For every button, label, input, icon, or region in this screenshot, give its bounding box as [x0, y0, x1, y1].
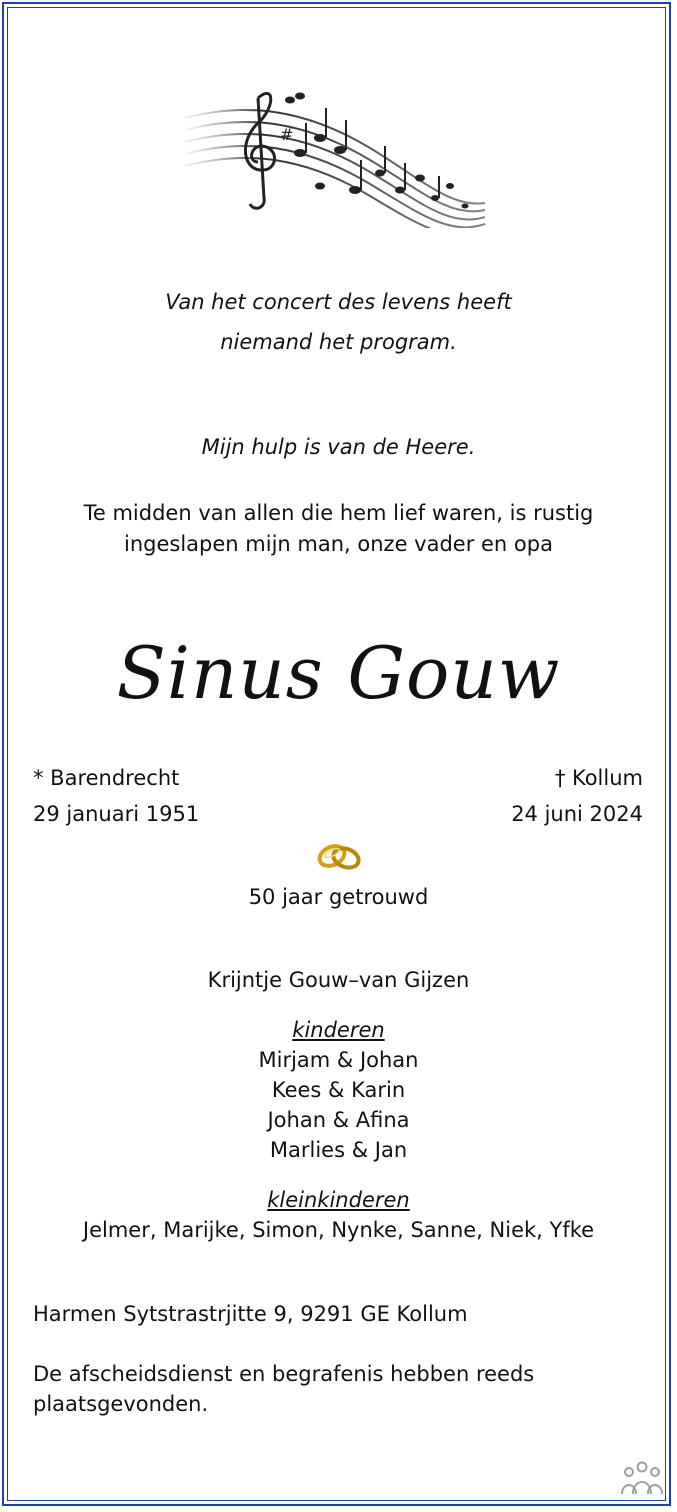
- wedding-rings-icon: [313, 838, 365, 874]
- svg-text:#: #: [280, 125, 294, 144]
- intro-line-2: ingeslapen mijn man, onze vader en opa: [124, 532, 553, 556]
- death-place: † Kollum: [554, 766, 643, 790]
- people-logo-icon: [617, 1458, 667, 1498]
- spouse-name: Krijntje Gouw–van Gijzen: [207, 968, 470, 992]
- music-staff-icon: [180, 78, 490, 228]
- address: Harmen Sytstrastrjitte 9, 9291 GE Kollum: [33, 1302, 468, 1326]
- child-3: Johan & Afina: [267, 1108, 410, 1132]
- grandchildren-names: Jelmer, Marijke, Simon, Nynke, Sanne, Niek, Yfke: [82, 1218, 595, 1242]
- verse-line-1: Van het concert des levens heeft: [165, 290, 512, 314]
- child-2: Kees & Karin: [271, 1078, 406, 1102]
- faith-line: Mijn hulp is van de Heere.: [201, 435, 476, 459]
- intro-line-1: Te midden van allen die hem lief waren, is rustig: [83, 501, 594, 525]
- closing-line-2: plaatsgevonden.: [33, 1392, 209, 1416]
- grandchildren-heading: kleinkinderen: [267, 1188, 410, 1212]
- child-1: Mirjam & Johan: [258, 1048, 419, 1072]
- birth-place: * Barendrecht: [33, 766, 180, 790]
- married-text: 50 jaar getrouwd: [248, 885, 429, 909]
- child-4: Marlies & Jan: [269, 1138, 408, 1162]
- deceased-name: Sinus Gouw: [116, 631, 561, 715]
- birth-date: 29 januari 1951: [33, 802, 200, 826]
- children-heading: kinderen: [292, 1018, 385, 1042]
- verse-line-2: niemand het program.: [220, 330, 457, 354]
- death-date: 24 juni 2024: [511, 802, 643, 826]
- inner-border: [7, 7, 666, 1501]
- closing-line-1: De afscheidsdienst en begrafenis hebben reeds: [33, 1362, 535, 1386]
